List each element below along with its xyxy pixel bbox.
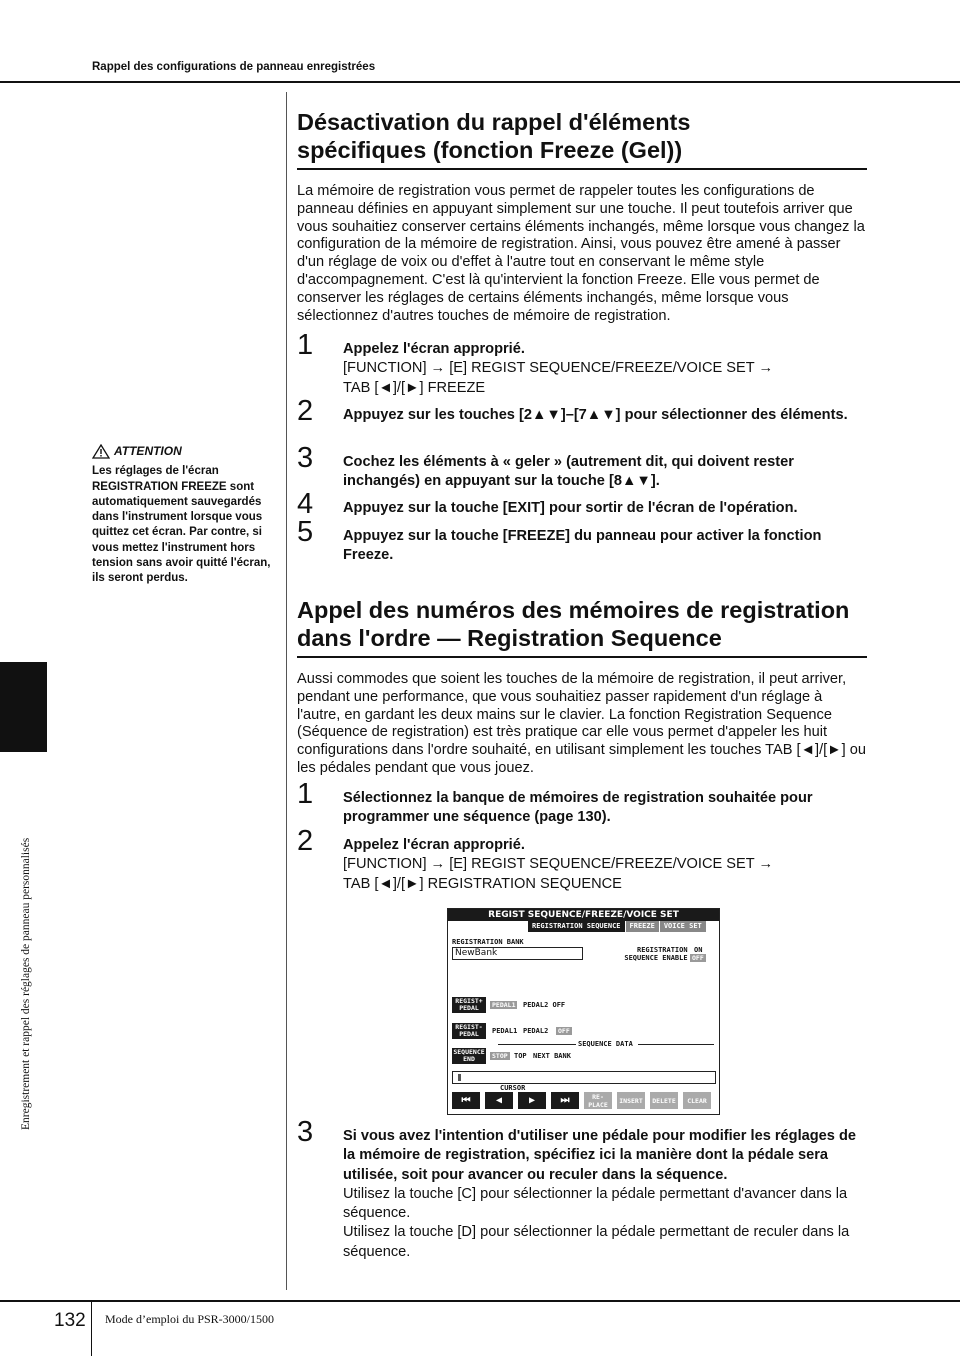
tab-registration-sequence[interactable]: REGISTRATION SEQUENCE	[528, 921, 625, 932]
step-instruction: Sélectionnez la banque de mémoires de registration souhaitée pour programmer une séquence (page 130).	[343, 790, 813, 826]
cursor-left-button[interactable]: ◀	[485, 1092, 513, 1109]
section2-rule	[297, 656, 867, 658]
cursor-right-button[interactable]: ▶	[518, 1092, 546, 1109]
note-title: ATTENTION	[114, 444, 182, 458]
next-bank-option[interactable]: NEXT BANK	[533, 1052, 571, 1060]
step-detail: TAB [◄]/[►] FREEZE	[343, 379, 486, 396]
chapter-tab	[0, 662, 47, 752]
step-instruction: Appuyez sur la touche [FREEZE] du panneau pour activer la fonction Freeze.	[343, 528, 822, 564]
regist-plus-pedal-button[interactable]	[452, 997, 486, 1013]
step-number: 2	[297, 395, 314, 427]
top-rule	[0, 81, 960, 83]
section1-heading-line1: Désactivation du rappel d'éléments	[297, 109, 691, 135]
lcd-screen	[447, 908, 720, 1115]
section1-heading	[297, 108, 867, 164]
step-detail: [FUNCTION] → [E] REGIST SEQUENCE/FREEZE/VOICE SET →	[343, 360, 774, 377]
step-number: 1	[297, 778, 314, 810]
delete-button[interactable]: DELETE	[650, 1092, 678, 1109]
sequence-data-field[interactable]	[452, 1071, 716, 1084]
step-detail: [FUNCTION] → [E] REGIST SEQUENCE/FREEZE/VOICE SET →	[343, 856, 774, 873]
enable-label	[623, 946, 688, 962]
enable-off[interactable]: OFF	[692, 954, 704, 962]
insert-button[interactable]: INSERT	[617, 1092, 645, 1109]
pedal2-off-option[interactable]: PEDAL2 OFF	[523, 1001, 566, 1009]
tab-freeze[interactable]: FREEZE	[626, 921, 659, 932]
regist-minus-pedal-button[interactable]	[452, 1023, 486, 1039]
running-head: Rappel des configurations de panneau enregistrées	[92, 61, 376, 73]
seq-end-line2: END	[463, 1055, 475, 1063]
footer-divider	[91, 1300, 92, 1356]
bank-name-field[interactable]: NewBank	[452, 947, 583, 960]
regist-minus-line2: PEDAL	[459, 1030, 479, 1038]
sequence-end-button[interactable]	[452, 1048, 486, 1064]
step-detail: TAB [◄]/[►] REGISTRATION SEQUENCE	[343, 875, 622, 892]
chapter-side-title: Enregistrement et rappel des réglages de panneau personnalisés	[20, 837, 32, 1130]
section2-heading	[297, 596, 867, 652]
pedal1-selected[interactable]: PEDAL1	[492, 1001, 516, 1009]
top-option[interactable]: TOP	[514, 1052, 527, 1060]
note-header	[92, 444, 277, 459]
replace-button[interactable]: RE-PLACE	[584, 1092, 612, 1109]
sequence-data-line-left	[498, 1044, 576, 1045]
step-instruction: Appelez l'écran approprié.	[343, 341, 525, 357]
regist-plus-line2: PEDAL	[459, 1004, 479, 1012]
seq-end-line1: SEQUENCE	[453, 1048, 485, 1056]
step-number: 3	[297, 1116, 314, 1148]
section2-body: Aussi commodes que soient les touches de la mémoire de registration, il peut arriver, pendant une performance, que vous souhaitiez passer rapidement d'un réglage à l'autre, en gardant les deux mains sur le clavier. La fonction Registration Sequence (Séquence de registration) est très pratique car elle vous permet d'appeler les huit configurations dans l'ordre souhaité, en utilisant simplement les touches TAB [◄]/[►] ou les pédales pendant que vous jouez.	[297, 671, 866, 776]
section1-body: La mémoire de registration vous permet de rappeler toutes les configurations de panneau définies en appuyant simplement sur une touche. Il peut toutefois arriver que vous souhaitiez conserver certains éléments inchangés, même lorsque vous changez la configuration de la mémoire de registration. Ainsi, vous pouvez être amené à passer d'un réglage de voix ou d'effet à l'autre tout en conservant le même style d'accompagnement. C'est là qu'intervient la fonction Freeze. Elle vous permet de conserver les réglages de certains éléments inchangés, même lorsque vous sélectionnez d'autres touches de mémoire de registration.	[297, 183, 865, 324]
step-instruction: Appuyez sur la touche [EXIT] pour sortir de l'écran de l'opération.	[343, 500, 798, 516]
pedal2-option[interactable]: PEDAL2	[523, 1027, 549, 1035]
enable-label-line1: REGISTRATION	[637, 946, 688, 954]
section2-heading-line2: dans l'ordre — Registration Sequence	[297, 625, 722, 651]
lcd-title: REGIST SEQUENCE/FREEZE/VOICE SET	[448, 909, 719, 921]
step-number: 4	[297, 488, 314, 520]
bottom-rule	[0, 1300, 960, 1302]
off-selected[interactable]: OFF	[558, 1027, 570, 1035]
column-divider	[286, 92, 287, 1290]
cursor-last-button[interactable]: ⏭	[551, 1092, 579, 1109]
note-text: Les réglages de l'écran REGISTRATION FREEZE sont automatiquement sauvegardés dans l'instrument lorsque vous quittez cet écran. Par contre, si vous mettez l'instrument hors tension sans avoir quitté l'écran, ils seront perdus.	[92, 465, 271, 585]
bank-label: REGISTRATION BANK	[452, 938, 524, 946]
cursor-label: CURSOR	[500, 1084, 526, 1092]
regist-minus-line1: REGIST-	[455, 1023, 483, 1031]
step-detail: Utilisez la touche [C] pour sélectionner la pédale permettant d'avancer dans la séquence.	[343, 1185, 848, 1222]
stop-selected[interactable]: STOP	[492, 1052, 508, 1060]
attention-note	[92, 444, 277, 587]
lcd-tabs	[528, 921, 707, 932]
step-number: 3	[297, 442, 314, 474]
step-number: 1	[297, 329, 314, 361]
regist-plus-line1: REGIST+	[455, 997, 483, 1005]
warning-icon	[92, 444, 110, 459]
section1-rule	[297, 168, 867, 170]
step-instruction: Appelez l'écran approprié.	[343, 837, 525, 853]
pedal1-option[interactable]: PEDAL1	[492, 1027, 518, 1035]
section2-heading-line1: Appel des numéros des mémoires de registration	[297, 597, 850, 623]
enable-label-line2: SEQUENCE ENABLE	[624, 954, 688, 962]
step-number: 5	[297, 516, 314, 548]
footer-title: Mode d’emploi du PSR-3000/1500	[105, 1312, 275, 1326]
sequence-cursor	[458, 1074, 461, 1081]
lcd-button-row	[452, 1092, 711, 1109]
step-detail: Utilisez la touche [D] pour sélectionner la pédale permettant de reculer dans la séquence.	[343, 1224, 850, 1260]
step-instruction: Cochez les éléments à « geler » (autrement dit, qui doivent rester inchangés) en appuyant sur la touche [8▲▼].	[343, 454, 794, 490]
tab-voice-set[interactable]: VOICE SET	[660, 921, 706, 932]
cursor-first-button[interactable]: ⏮	[452, 1092, 480, 1109]
page-number: 132	[54, 1310, 86, 1331]
clear-button[interactable]: CLEAR	[683, 1092, 711, 1109]
step-number: 2	[297, 825, 314, 857]
sequence-data-label: SEQUENCE DATA	[578, 1040, 633, 1048]
sequence-data-line-right	[638, 1044, 714, 1045]
step-instruction: Appuyez sur les touches [2▲▼]–[7▲▼] pour sélectionner des éléments.	[343, 407, 848, 423]
step-instruction: Si vous avez l'intention d'utiliser une pédale pour modifier les réglages de la mémoire de registration, spécifiez ici la manière dont la pédale sera utilisée, soit pour avancer ou reculer dans la séquence.	[343, 1128, 856, 1183]
enable-on[interactable]: ON	[694, 946, 703, 954]
section1-heading-line2: spécifiques (fonction Freeze (Gel))	[297, 137, 683, 163]
